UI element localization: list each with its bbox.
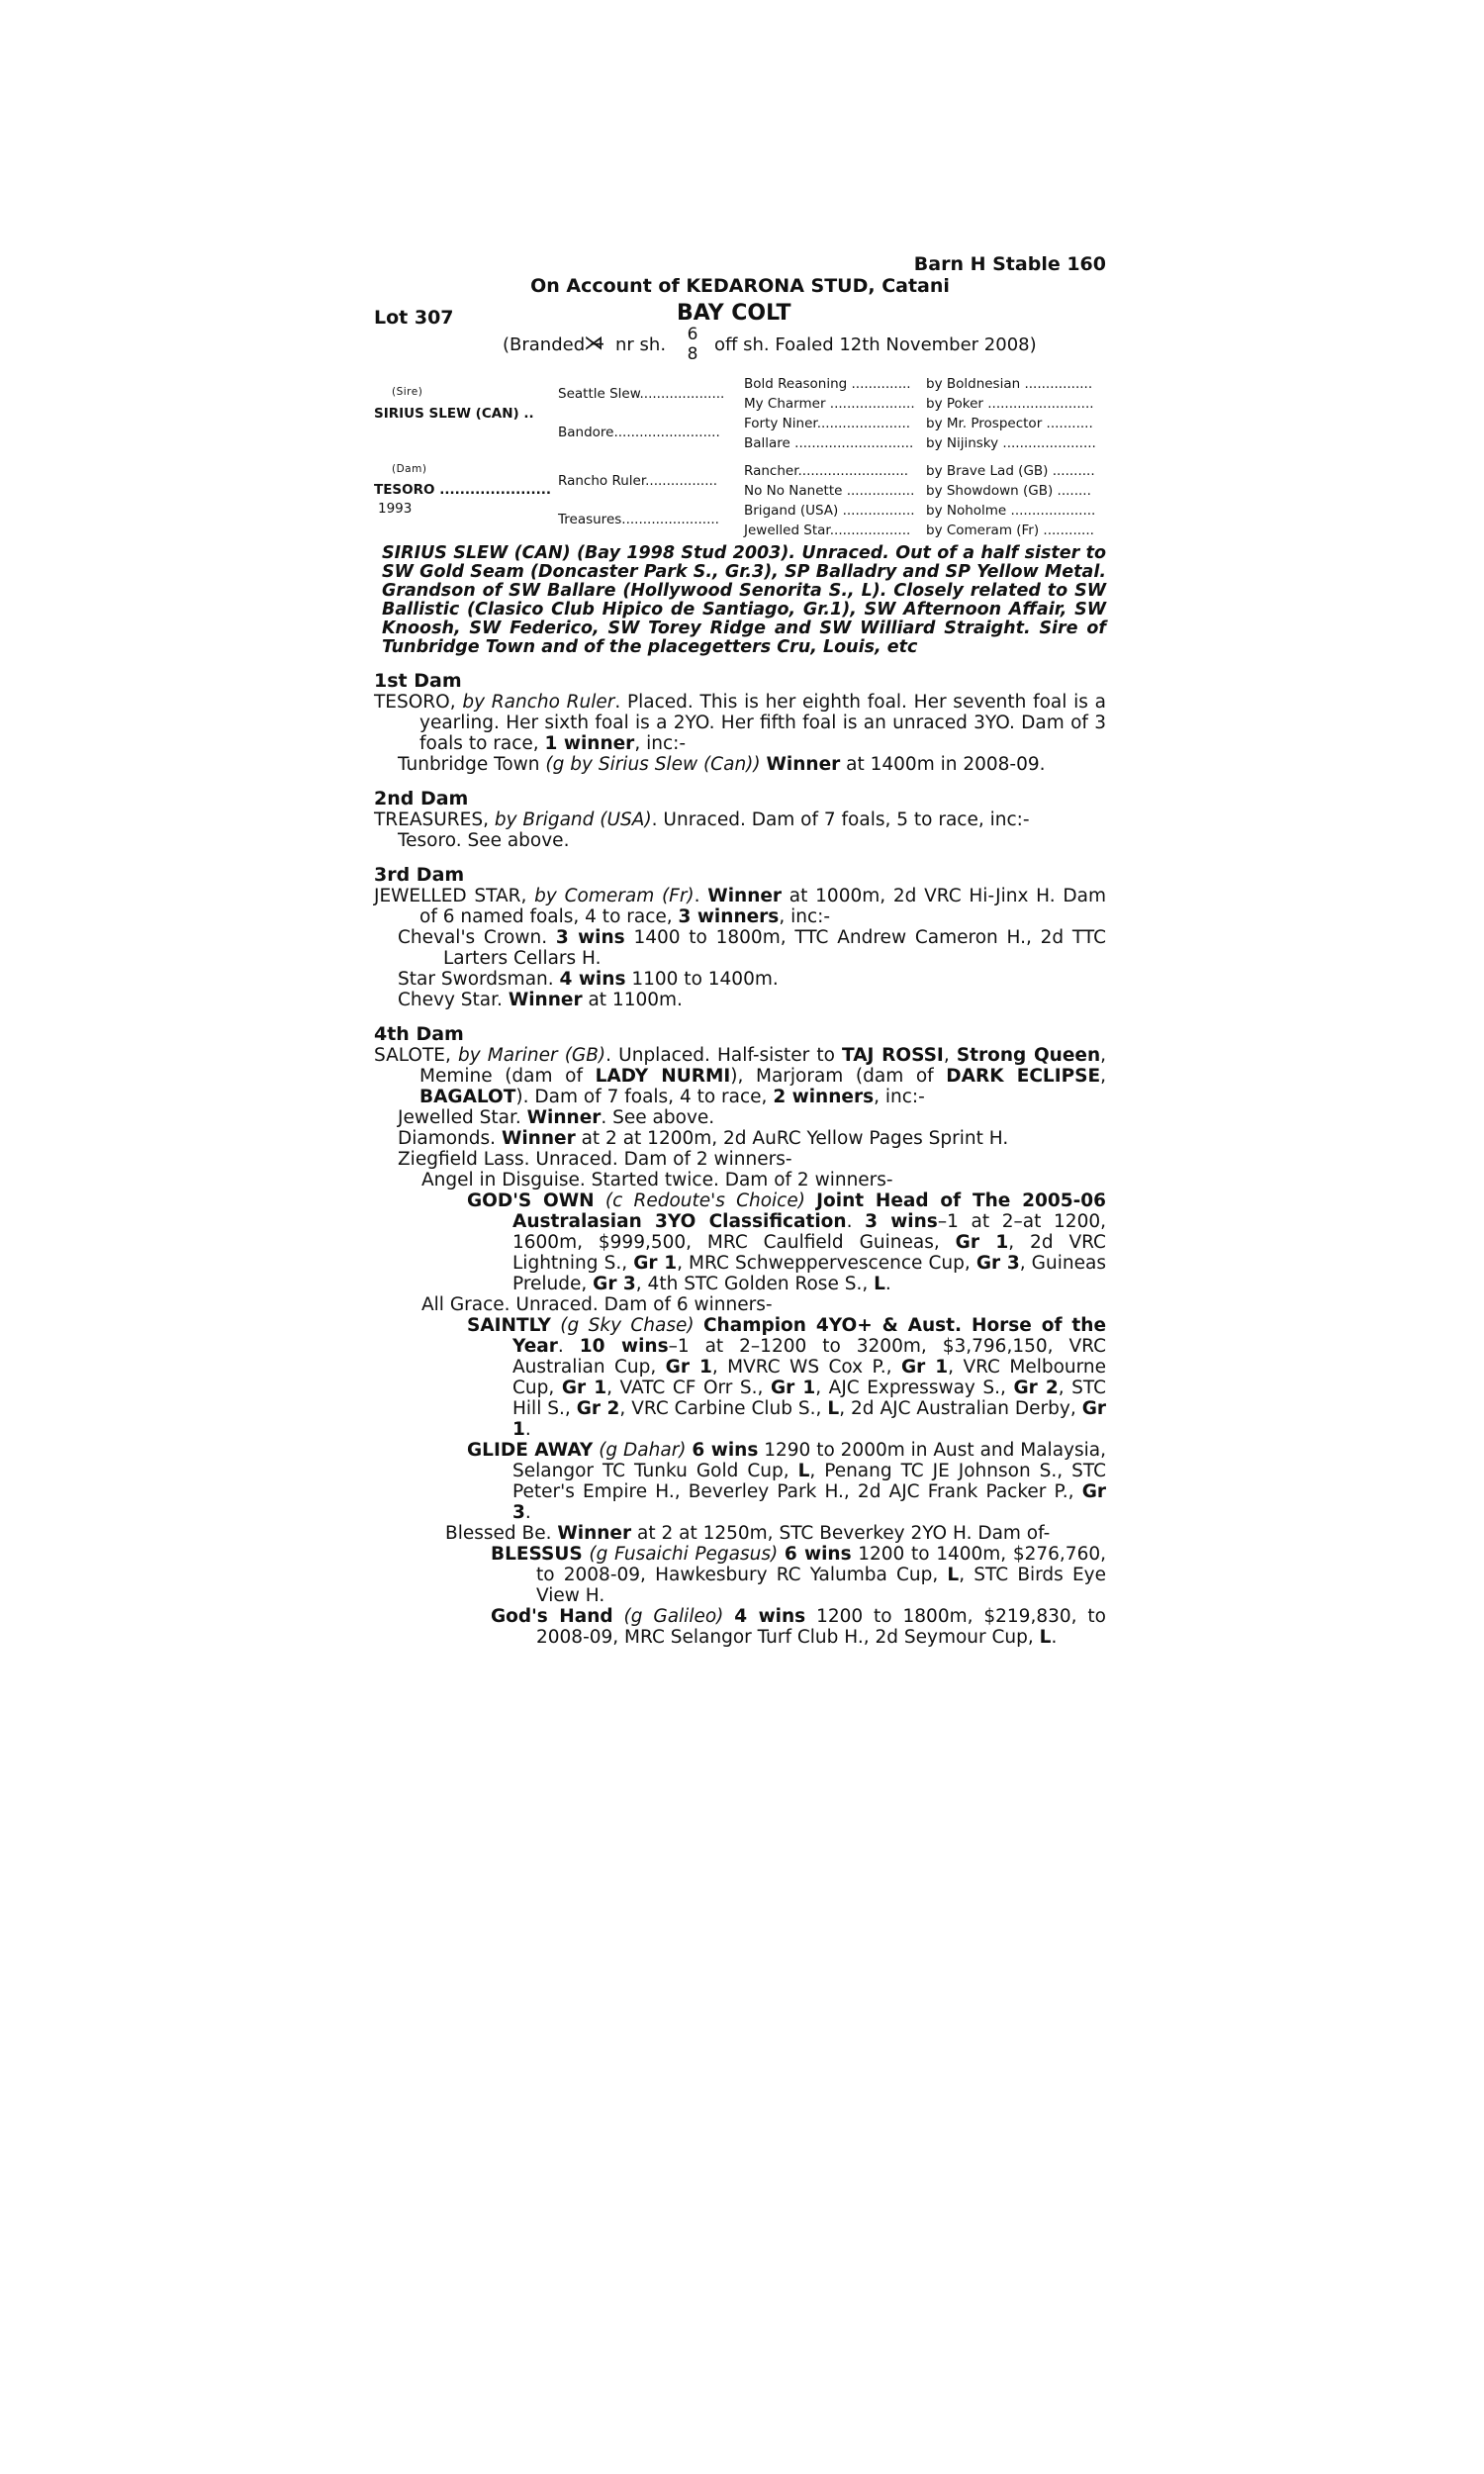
pedigree-gen4-5: by Brave Lad (GB) .......... — [926, 463, 1095, 479]
progeny-entry: SAINTLY (g Sky Chase) Champion 4YO+ & Aust. Horse of the Year. 10 wins–1 at 2–1200 to 3200m, $3,796,150, VRC Australian Cup, Gr 1, MVRC WS Cox P., Gr 1, VRC Melbourne Cup, Gr 1, VATC CF Orr S., Gr 1, AJC Expressway S., Gr 2, STC Hill S., Gr 2, VRC Carbine Club S., L, 2d AJC Australian Derby, Gr 1. — [467, 1315, 1107, 1440]
brand-prefix: (Branded — [503, 334, 586, 355]
third-dam-title: 3rd Dam — [374, 864, 465, 886]
progeny-entry: Jewelled Star. Winner. See above. — [398, 1107, 715, 1128]
dam-label: (Dam) — [392, 463, 427, 475]
progeny-entry: Blessed Be. Winner at 2 at 1250m, STC Beverkey 2YO H. Dam of- — [445, 1523, 1051, 1544]
first-dam-title: 1st Dam — [374, 670, 462, 692]
sire-name: SIRIUS SLEW (CAN) .. — [374, 406, 534, 422]
brand-suffix: off sh. Foaled 12th November 2008) — [714, 334, 1037, 355]
dam-year: 1993 — [378, 501, 413, 517]
fourth-dam-section — [374, 1024, 1106, 1648]
pedigree-gen4-6: by Showdown (GB) ........ — [926, 483, 1091, 499]
fourth-dam-title: 4th Dam — [374, 1023, 464, 1045]
barn-stable: Barn H Stable 160 — [913, 253, 1106, 275]
pedigree-gen3-8: Jewelled Star................... — [744, 523, 911, 538]
progeny-entry: Tunbridge Town (g by Sirius Slew (Can)) Winner at 1400m in 2008-09. — [398, 754, 1046, 775]
second-dam-section — [374, 789, 1106, 851]
dam-name: TESORO ...................... — [374, 482, 552, 498]
lot-row — [374, 301, 1106, 331]
pedigree-gen4-3: by Mr. Prospector ........... — [926, 416, 1093, 431]
second-dam-title: 2nd Dam — [374, 788, 469, 809]
progeny-entry: Diamonds. Winner at 2 at 1200m, 2d AuRC Yellow Pages Sprint H. — [398, 1128, 1009, 1149]
first-dam-section — [374, 671, 1106, 775]
progeny-entry: All Grace. Unraced. Dam of 6 winners- — [421, 1294, 773, 1315]
pedigree-gen3-6: No No Nanette ................ — [744, 483, 915, 499]
vendor-account: On Account of KEDARONA STUD, Catani — [530, 275, 950, 297]
progeny-entry: Chevy Star. Winner at 1100m. — [398, 990, 683, 1010]
second-dam-entry: TREASURES, by Brigand (USA). Unraced. Dam of 7 foals, 5 to race, inc:- — [374, 809, 1030, 830]
sire-dam: Bandore......................... — [558, 425, 720, 440]
progeny-entry: Angel in Disguise. Started twice. Dam of 2 winners- — [421, 1170, 893, 1190]
pedigree-gen4-4: by Nijinsky ...................... — [926, 435, 1096, 451]
lot-number: Lot 307 — [374, 307, 454, 329]
catalogue-page — [374, 253, 1106, 1648]
progeny-entry: BLESSUS (g Fusaichi Pegasus) 6 wins 1200 to 1400m, $276,760, to 2008-09, Hawkesbury RC Yalumba Cup, L, STC Birds Eye View H. — [491, 1544, 1106, 1606]
sire-label: (Sire) — [392, 386, 423, 398]
dam-dam: Treasures....................... — [558, 512, 719, 527]
first-dam-entry: TESORO, by Rancho Ruler. Placed. This is her eighth foal. Her seventh foal is a yearling. Her sixth foal is a 2YO. Her fifth foal is an unraced 3YO. Dam of 3 foals to race, 1 winner, inc:- — [374, 692, 1106, 754]
sire-sire: Seattle Slew.................... — [558, 386, 725, 402]
brand-frac-bottom: 8 — [687, 344, 698, 364]
fourth-dam-entry: SALOTE, by Mariner (GB). Unplaced. Half-sister to TAJ ROSSI, Strong Queen, Memine (dam of LADY NURMI), Marjoram (dam of DARK ECLIPSE, BAGALOT). Dam of 7 foals, 4 to race, 2 winners, inc:- — [374, 1045, 1107, 1107]
pedigree-gen3-7: Brigand (USA) ................. — [744, 503, 915, 519]
sire-summary: SIRIUS SLEW (CAN) (Bay 1998 Stud 2003). Unraced. Out of a half sister to SW Gold Seam (Doncaster Park S., Gr.3), SP Balladry and SP Yellow Metal. Grandson of SW Ballare (Hollywood Senorita S., L). Closely related to SW Ballistic (Clasico Club Hipico de Santiago, Gr.1), SW Afternoon Affair, SW Knoosh, SW Federico, SW Torey Ridge and SW Williard Straight. Sire of Tunbridge Town and of the placegetters Cru, Louis, etc — [382, 543, 1106, 657]
pedigree-gen4-8: by Comeram (Fr) ............ — [926, 523, 1094, 538]
progeny-entry: Ziegfield Lass. Unraced. Dam of 2 winners- — [398, 1149, 792, 1170]
pedigree-gen3-5: Rancher.......................... — [744, 463, 909, 479]
third-dam-section — [374, 865, 1106, 1010]
progeny-entry: Cheval's Crown. 3 wins 1400 to 1800m, TTC Andrew Cameron H., 2d TTC Larters Cellars H. — [398, 927, 1106, 969]
brand-fraction — [685, 325, 700, 364]
third-dam-entry: JEWELLED STAR, by Comeram (Fr). Winner at 1000m, 2d VRC Hi-Jinx H. Dam of 6 named foals, 4 to race, 3 winners, inc:- — [374, 886, 1106, 927]
progeny-entry: GLIDE AWAY (g Dahar) 6 wins 1290 to 2000m in Aust and Malaysia, Selangor TC Tunku Gold Cup, L, Penang TC JE Johnson S., STC Peter's Empire H., Beverley Park H., 2d AJC Frank Packer P., Gr 3. — [467, 1440, 1106, 1523]
horse-title: BAY COLT — [677, 301, 791, 326]
brand-frac-top: 6 — [687, 325, 698, 344]
pedigree-gen4-2: by Poker ......................... — [926, 396, 1094, 412]
pedigree-gen3-2: My Charmer .................... — [744, 396, 915, 412]
pedigree-gen4-7: by Noholme .................... — [926, 503, 1096, 519]
progeny-entry: God's Hand (g Galileo) 4 wins 1200 to 1800m, $219,830, to 2008-09, MRC Selangor Turf Club H., 2d Seymour Cup, L. — [491, 1606, 1106, 1648]
pedigree-gen3-1: Bold Reasoning .............. — [744, 376, 911, 392]
brand-line — [374, 325, 1106, 374]
progeny-entry: Tesoro. See above. — [398, 830, 570, 851]
pedigree-gen3-3: Forty Niner...................... — [744, 416, 911, 431]
progeny-entry: Star Swordsman. 4 wins 1100 to 1400m. — [398, 969, 779, 990]
pedigree-table — [374, 376, 1106, 538]
pedigree-gen4-1: by Boldnesian ................ — [926, 376, 1093, 392]
pedigree-gen3-4: Ballare ............................ — [744, 435, 914, 451]
brand-mark-icon: ⋊̶ — [584, 331, 603, 354]
brand-mid: nr sh. — [615, 334, 667, 355]
progeny-entry: GOD'S OWN (c Redoute's Choice) Joint Head of The 2005-06 Australasian 3YO Classification. 3 wins–1 at 2–at 1200, 1600m, $999,500, MRC Caulfield Guineas, Gr 1, 2d VRC Lightning S., Gr 1, MRC Schweppervescence Cup, Gr 3, Guineas Prelude, Gr 3, 4th STC Golden Rose S., L. — [467, 1190, 1106, 1294]
dam-sire: Rancho Ruler................. — [558, 473, 718, 489]
